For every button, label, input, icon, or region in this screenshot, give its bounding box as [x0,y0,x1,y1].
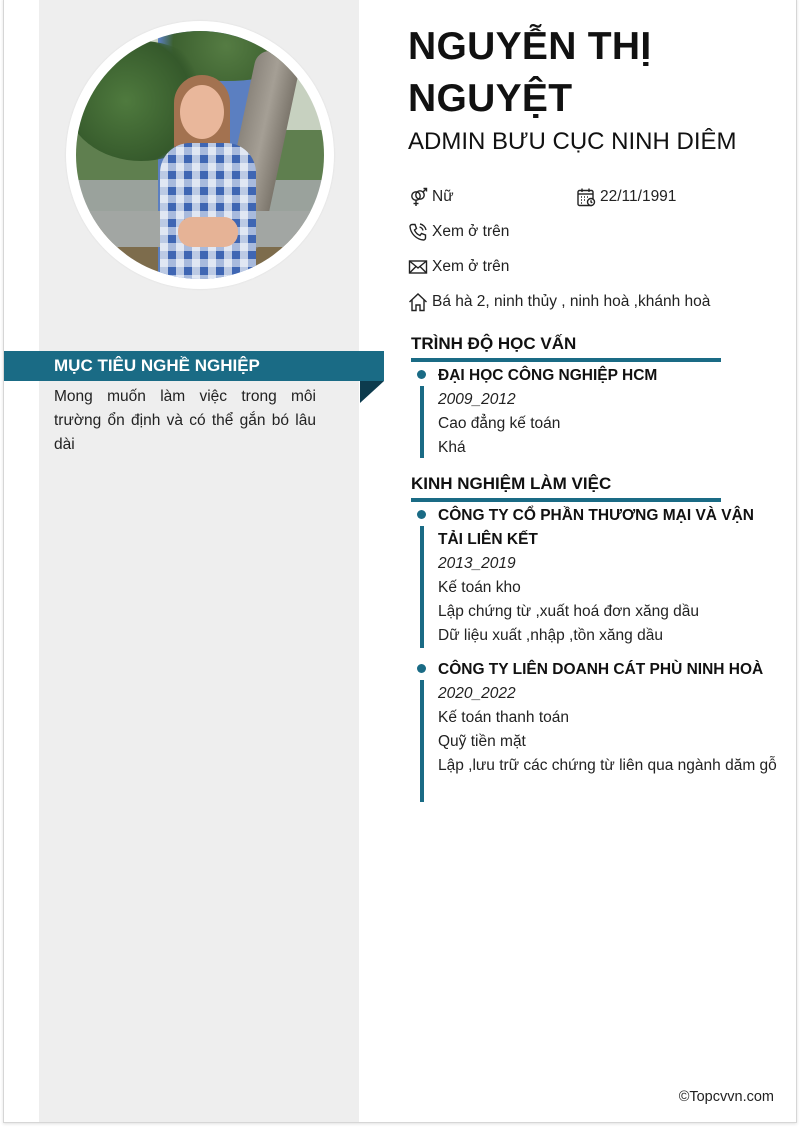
bullet-dot [417,664,426,673]
experience-line: Dữ liệu xuất ,nhập ,tồn xăng dầu [438,627,663,644]
birthday-row [576,187,676,207]
mail-icon [408,257,428,277]
education-dates: 2009_2012 [438,391,516,408]
timeline-bar [420,386,424,458]
objective-text: Mong muốn làm việc trong môi trường ổn định và có thể gắn bó lâu dài [54,388,316,453]
calendar-icon [576,187,596,207]
position-title: ADMIN BƯU CỤC NINH DIÊM [408,128,737,155]
address-row [408,292,710,312]
education-grade: Khá [438,439,466,456]
cv-page [3,0,797,1123]
photo-dress [160,143,256,279]
experience-line: Lập chứng từ ,xuất hoá đơn xăng dầu [438,603,700,620]
education-heading: TRÌNH ĐỘ HỌC VẤN [411,333,721,362]
objective-heading: MỤC TIÊU NGHỀ NGHIỆP [4,351,384,381]
company-name: CÔNG TY CỔ PHẦN THƯƠNG MẠI VÀ VẬN TẢI LIÊN KẾT [438,507,755,548]
education-major: Cao đẳng kế toán [438,415,561,432]
email-row [408,257,509,277]
gender-row [408,187,454,207]
experience-line: Quỹ tiền mặt [438,733,526,750]
photo-arms [178,217,238,247]
candidate-name: NGUYỄN THỊ NGUYỆT [408,25,652,120]
experience-line: Kế toán thanh toán [438,709,570,726]
experience-dates: 2013_2019 [438,555,516,572]
bullet-dot [417,370,426,379]
timeline-bar [420,680,424,802]
experience-entry [408,658,780,778]
address-value: Bá hà 2, ninh thủy , ninh hoà ,khánh hoà [432,293,711,310]
company-name: CÔNG TY LIÊN DOANH CÁT PHÙ NINH HOÀ [438,661,764,678]
experience-line: Lập ,lưu trữ các chứng từ liên qua ngành dăm gỗ [438,757,777,774]
experience-entry [408,504,780,648]
timeline-bar [420,526,424,648]
school-name: ĐẠI HỌC CÔNG NGHIỆP HCM [438,367,658,384]
phone-icon [408,222,428,242]
experience-heading: KINH NGHIỆM LÀM VIỆC [411,473,721,502]
avatar-frame [66,21,334,289]
gender-value: Nữ [432,188,454,205]
phone-row [408,222,509,242]
gender-icon [408,187,428,207]
copyright-footer: ©Topcvvn.com [678,1089,774,1105]
banner-fold-decoration [360,381,384,403]
birthday-value: 22/11/1991 [600,188,677,205]
education-entry [408,364,780,460]
email-value[interactable]: Xem ở trên [432,258,510,275]
photo-face [180,85,224,139]
avatar [76,31,324,279]
home-icon [408,292,428,312]
experience-line: Kế toán kho [438,579,521,596]
phone-value[interactable]: Xem ở trên [432,223,510,240]
experience-dates: 2020_2022 [438,685,516,702]
bullet-dot [417,510,426,519]
